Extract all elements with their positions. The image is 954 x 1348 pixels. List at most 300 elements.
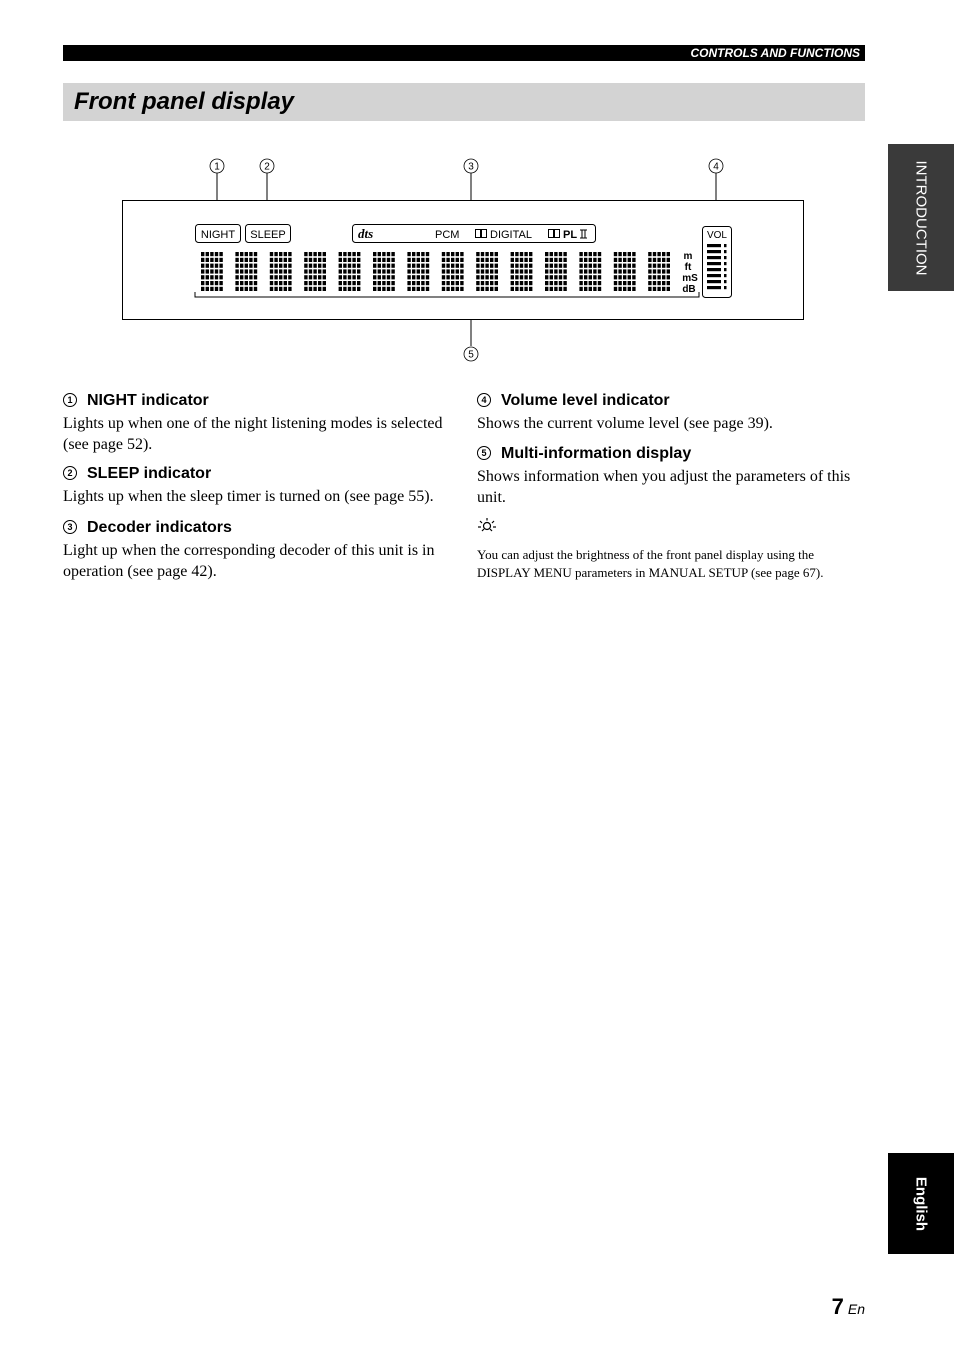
matrix-dot [495, 264, 498, 268]
matrix-dot [529, 252, 532, 256]
matrix-dot [284, 287, 287, 291]
matrix-dot [657, 264, 660, 268]
matrix-dot [485, 287, 488, 291]
matrix-dot [348, 252, 351, 256]
matrix-dot [373, 264, 376, 268]
matrix-dot [304, 287, 307, 291]
matrix-dot [245, 269, 248, 273]
matrix-dot [235, 281, 238, 285]
matrix-dot [515, 281, 518, 285]
matrix-dot [274, 252, 277, 256]
matrix-dot [618, 275, 621, 279]
matrix-dot [387, 264, 390, 268]
matrix-dot [313, 269, 316, 273]
matrix-dot [554, 258, 557, 262]
matrix-dot [628, 252, 631, 256]
matrix-dot [249, 287, 252, 291]
matrix-dot [215, 275, 218, 279]
matrix-dot [598, 264, 601, 268]
matrix-dot [667, 264, 670, 268]
matrix-dot [511, 258, 514, 262]
matrix-dot [382, 275, 385, 279]
matrix-dot [387, 275, 390, 279]
matrix-dot [373, 287, 376, 291]
matrix-dot [667, 281, 670, 285]
matrix-dot [490, 287, 493, 291]
matrix-dot [288, 275, 291, 279]
matrix-dot [339, 252, 342, 256]
volume-bar [707, 250, 721, 253]
item-multi-info-heading [477, 444, 867, 464]
matrix-dot [339, 287, 342, 291]
matrix-dot [412, 264, 415, 268]
matrix-dot [545, 269, 548, 273]
matrix-dot [304, 281, 307, 285]
matrix-dot [323, 287, 326, 291]
matrix-dot [456, 281, 459, 285]
matrix-dot [254, 281, 257, 285]
matrix-dot [412, 281, 415, 285]
matrix-dot [451, 275, 454, 279]
matrix-dot [339, 269, 342, 273]
matrix-dot [657, 252, 660, 256]
matrix-dot [589, 287, 592, 291]
matrix-dot [524, 287, 527, 291]
matrix-dot [520, 258, 523, 262]
tip-text: You can adjust the brightness of the front panel display using the DISPLAY MENU parameters in MANUAL SETUP (see page 67). [477, 547, 824, 580]
matrix-dot [446, 275, 449, 279]
unit-ms: mS [682, 273, 698, 284]
item-decoder-title: Decoder indicators [87, 519, 232, 536]
matrix-dot [235, 264, 238, 268]
matrix-dot [598, 275, 601, 279]
matrix-dot [249, 269, 252, 273]
matrix-dot [559, 287, 562, 291]
volume-bar [707, 262, 721, 265]
matrix-dot [378, 258, 381, 262]
matrix-dot [628, 264, 631, 268]
matrix-dot [524, 252, 527, 256]
matrix-dot [495, 252, 498, 256]
matrix-dot [618, 269, 621, 273]
matrix-dot [490, 275, 493, 279]
matrix-dot [545, 275, 548, 279]
matrix-dot [343, 264, 346, 268]
matrix-dot [653, 258, 656, 262]
matrix-dot [210, 281, 213, 285]
matrix-dot [240, 252, 243, 256]
matrix-dot [245, 264, 248, 268]
matrix-dot [215, 287, 218, 291]
matrix-dot [352, 269, 355, 273]
matrix-dot [206, 275, 209, 279]
matrix-dot [446, 258, 449, 262]
matrix-dot [648, 287, 651, 291]
matrix-dot [563, 281, 566, 285]
matrix-dot [284, 281, 287, 285]
matrix-dot [632, 252, 635, 256]
volume-bar [707, 244, 721, 247]
matrix-dot [485, 258, 488, 262]
matrix-dot [309, 287, 312, 291]
matrix-dot [490, 252, 493, 256]
item-multi-info-text: Shows information when you adjust the parameters of this unit. [477, 468, 851, 506]
matrix-dot [215, 252, 218, 256]
matrix-dot [667, 258, 670, 262]
callout-5-number: 5 [468, 349, 474, 361]
matrix-character-cell [304, 252, 326, 291]
matrix-dot [589, 258, 592, 262]
matrix-dot [235, 252, 238, 256]
matrix-dot [417, 281, 420, 285]
matrix-dot [382, 258, 385, 262]
matrix-dot [378, 287, 381, 291]
matrix-dot [563, 275, 566, 279]
matrix-dot [648, 275, 651, 279]
matrix-dot [529, 258, 532, 262]
matrix-dot [460, 287, 463, 291]
matrix-dot [485, 275, 488, 279]
matrix-dot [201, 275, 204, 279]
matrix-dot [614, 269, 617, 273]
matrix-dot [219, 275, 222, 279]
matrix-dot [545, 252, 548, 256]
matrix-dot [279, 281, 282, 285]
matrix-dot [304, 269, 307, 273]
matrix-dot [249, 258, 252, 262]
matrix-dot [288, 269, 291, 273]
item-decoder-number: 3 [63, 520, 77, 534]
matrix-dot [515, 269, 518, 273]
matrix-dot [524, 269, 527, 273]
matrix-dot [657, 258, 660, 262]
matrix-dot [550, 264, 553, 268]
matrix-dot [407, 287, 410, 291]
matrix-dot [274, 275, 277, 279]
item-sleep-text: Lights up when the sleep timer is turned on (see page 55). [63, 488, 434, 505]
matrix-dot [667, 287, 670, 291]
matrix-dot [559, 252, 562, 256]
matrix-dot [648, 252, 651, 256]
matrix-dot [632, 287, 635, 291]
matrix-dot [618, 264, 621, 268]
matrix-dot [662, 275, 665, 279]
matrix-dot [559, 281, 562, 285]
matrix-character-cell [442, 252, 464, 291]
matrix-dot [270, 264, 273, 268]
matrix-dot [618, 252, 621, 256]
matrix-dot [476, 275, 479, 279]
matrix-dot [348, 281, 351, 285]
matrix-dot [378, 269, 381, 273]
matrix-dot [210, 287, 213, 291]
matrix-dot [495, 258, 498, 262]
matrix-dot [284, 252, 287, 256]
section-header-label: CONTROLS AND FUNCTIONS [690, 46, 860, 60]
matrix-dot [632, 264, 635, 268]
matrix-dot [614, 252, 617, 256]
matrix-dot [442, 275, 445, 279]
matrix-dot [593, 258, 596, 262]
matrix-dot [245, 275, 248, 279]
matrix-dot [529, 269, 532, 273]
matrix-dot [481, 287, 484, 291]
vol-label: VOL [706, 230, 728, 241]
matrix-dot [628, 287, 631, 291]
item-decoder-heading [63, 518, 453, 538]
matrix-character-cell [407, 252, 429, 291]
matrix-dot [274, 269, 277, 273]
matrix-dot [628, 275, 631, 279]
matrix-dot [240, 269, 243, 273]
matrix-dot [529, 281, 532, 285]
callout-4-number: 4 [713, 161, 719, 173]
matrix-dot [657, 281, 660, 285]
matrix-dot [446, 281, 449, 285]
matrix-dot [529, 287, 532, 291]
matrix-dot [460, 275, 463, 279]
matrix-dot [219, 264, 222, 268]
matrix-dot [426, 281, 429, 285]
matrix-character-cell [235, 252, 257, 291]
item-decoder-text: Light up when the corresponding decoder of this unit is in operation (see page 42). [63, 542, 435, 580]
matrix-dot [421, 269, 424, 273]
matrix-dot [520, 281, 523, 285]
matrix-dot [417, 264, 420, 268]
matrix-dot [313, 252, 316, 256]
matrix-dot [382, 269, 385, 273]
matrix-dot [348, 264, 351, 268]
matrix-dot [313, 281, 316, 285]
matrix-dot [628, 269, 631, 273]
matrix-dot [559, 275, 562, 279]
matrix-dot [288, 252, 291, 256]
dts-logo: dts [358, 226, 374, 241]
side-tab-introduction-label: INTRODUCTION [912, 160, 930, 275]
matrix-dot [210, 275, 213, 279]
matrix-dot [421, 287, 424, 291]
matrix-dot [201, 287, 204, 291]
matrix-dot [653, 275, 656, 279]
matrix-dot [579, 252, 582, 256]
matrix-dot [382, 281, 385, 285]
matrix-dot [563, 252, 566, 256]
matrix-dot [313, 264, 316, 268]
matrix-dot [632, 258, 635, 262]
matrix-dot [515, 264, 518, 268]
matrix-dot [653, 252, 656, 256]
matrix-dot [481, 275, 484, 279]
matrix-dot [426, 258, 429, 262]
matrix-dot [657, 275, 660, 279]
page-title: Front panel display [74, 88, 295, 115]
matrix-dot [563, 269, 566, 273]
matrix-character-cell [545, 252, 567, 291]
matrix-dot [598, 269, 601, 273]
volume-bar-dot [724, 268, 727, 271]
matrix-dot [339, 258, 342, 262]
matrix-dot [391, 281, 394, 285]
matrix-dot [343, 269, 346, 273]
matrix-dot [520, 252, 523, 256]
matrix-dot [348, 275, 351, 279]
matrix-dot [426, 275, 429, 279]
matrix-character-cell [270, 252, 292, 291]
matrix-dot [511, 287, 514, 291]
matrix-dot [426, 287, 429, 291]
matrix-dot [318, 252, 321, 256]
matrix-dot [460, 281, 463, 285]
matrix-dot [490, 264, 493, 268]
matrix-dot [348, 258, 351, 262]
matrix-dot [417, 269, 420, 273]
matrix-dot [579, 264, 582, 268]
matrix-dot [323, 281, 326, 285]
matrix-dot [407, 269, 410, 273]
matrix-dot [632, 275, 635, 279]
matrix-dot [628, 281, 631, 285]
matrix-dot [589, 264, 592, 268]
item-sleep-title: SLEEP indicator [87, 465, 212, 482]
matrix-dot [550, 281, 553, 285]
matrix-dot [387, 252, 390, 256]
matrix-dot [653, 269, 656, 273]
sleep-indicator-label: SLEEP [250, 229, 286, 241]
matrix-dot [511, 252, 514, 256]
matrix-dot [240, 287, 243, 291]
matrix-dot [304, 264, 307, 268]
volume-bar [707, 280, 721, 283]
matrix-dot [357, 269, 360, 273]
matrix-dot [339, 275, 342, 279]
matrix-dot [554, 269, 557, 273]
matrix-dot [387, 287, 390, 291]
lightbulb-icon [477, 517, 497, 533]
matrix-dot [323, 275, 326, 279]
matrix-dot [352, 252, 355, 256]
matrix-dot [274, 287, 277, 291]
matrix-dot [235, 287, 238, 291]
item-multi-info-title: Multi-information display [501, 445, 692, 462]
matrix-dot [618, 281, 621, 285]
matrix-dot [348, 287, 351, 291]
matrix-dot [614, 287, 617, 291]
matrix-dot [451, 264, 454, 268]
matrix-dot [451, 258, 454, 262]
matrix-dot [614, 264, 617, 268]
matrix-dot [270, 281, 273, 285]
matrix-dot [460, 258, 463, 262]
matrix-character-cell [511, 252, 533, 291]
matrix-dot [206, 269, 209, 273]
matrix-dot [520, 275, 523, 279]
matrix-dot [240, 258, 243, 262]
matrix-dot [288, 281, 291, 285]
matrix-dot [412, 275, 415, 279]
matrix-dot [206, 281, 209, 285]
matrix-dot [515, 287, 518, 291]
matrix-dot [352, 281, 355, 285]
matrix-character-cell [579, 252, 601, 291]
front-panel-diagram [0, 0, 954, 380]
matrix-dot [391, 264, 394, 268]
matrix-dot [215, 264, 218, 268]
matrix-dot [442, 287, 445, 291]
matrix-dot [653, 264, 656, 268]
matrix-dot [279, 269, 282, 273]
matrix-dot [284, 269, 287, 273]
item-multi-info [477, 444, 867, 508]
matrix-character-cell [373, 252, 395, 291]
matrix-dot [382, 252, 385, 256]
pcm-indicator: PCM [435, 229, 460, 241]
matrix-dot [460, 264, 463, 268]
matrix-dot [382, 264, 385, 268]
matrix-dot [550, 275, 553, 279]
matrix-dot [545, 258, 548, 262]
matrix-dot [304, 258, 307, 262]
matrix-dot [245, 258, 248, 262]
matrix-dot [490, 258, 493, 262]
matrix-dot [417, 275, 420, 279]
matrix-dot [235, 275, 238, 279]
matrix-dot [426, 269, 429, 273]
matrix-dot [481, 269, 484, 273]
matrix-dot [559, 269, 562, 273]
matrix-dot [476, 258, 479, 262]
matrix-dot [254, 269, 257, 273]
matrix-dot [426, 264, 429, 268]
matrix-dot [442, 264, 445, 268]
matrix-dot [412, 287, 415, 291]
item-volume-title: Volume level indicator [501, 392, 670, 409]
item-night-text: Lights up when one of the night listening modes is selected (see page 52). [63, 415, 443, 453]
matrix-dot [579, 258, 582, 262]
matrix-dot [210, 252, 213, 256]
matrix-dot [593, 281, 596, 285]
matrix-dot [352, 275, 355, 279]
matrix-dot [524, 258, 527, 262]
matrix-character-cell [339, 252, 361, 291]
unit-db: dB [682, 284, 696, 295]
pl-indicator: PL [563, 229, 578, 241]
matrix-dot [318, 258, 321, 262]
matrix-dot [446, 252, 449, 256]
matrix-dot [215, 258, 218, 262]
matrix-dot [545, 287, 548, 291]
matrix-dot [563, 287, 566, 291]
matrix-dot [352, 287, 355, 291]
item-night [63, 391, 453, 455]
matrix-dot [378, 252, 381, 256]
matrix-dot [279, 275, 282, 279]
matrix-dot [476, 281, 479, 285]
matrix-dot [304, 275, 307, 279]
matrix-dot [623, 275, 626, 279]
matrix-dot [476, 264, 479, 268]
matrix-dot [579, 269, 582, 273]
callout-2-number: 2 [264, 161, 270, 173]
side-tab-english-label: English [912, 1176, 930, 1231]
matrix-dot [550, 252, 553, 256]
volume-bar [707, 286, 721, 289]
matrix-dot [623, 252, 626, 256]
matrix-dot [219, 252, 222, 256]
matrix-dot [490, 269, 493, 273]
matrix-dot [623, 258, 626, 262]
item-multi-info-number: 5 [477, 446, 491, 460]
matrix-dot [378, 275, 381, 279]
